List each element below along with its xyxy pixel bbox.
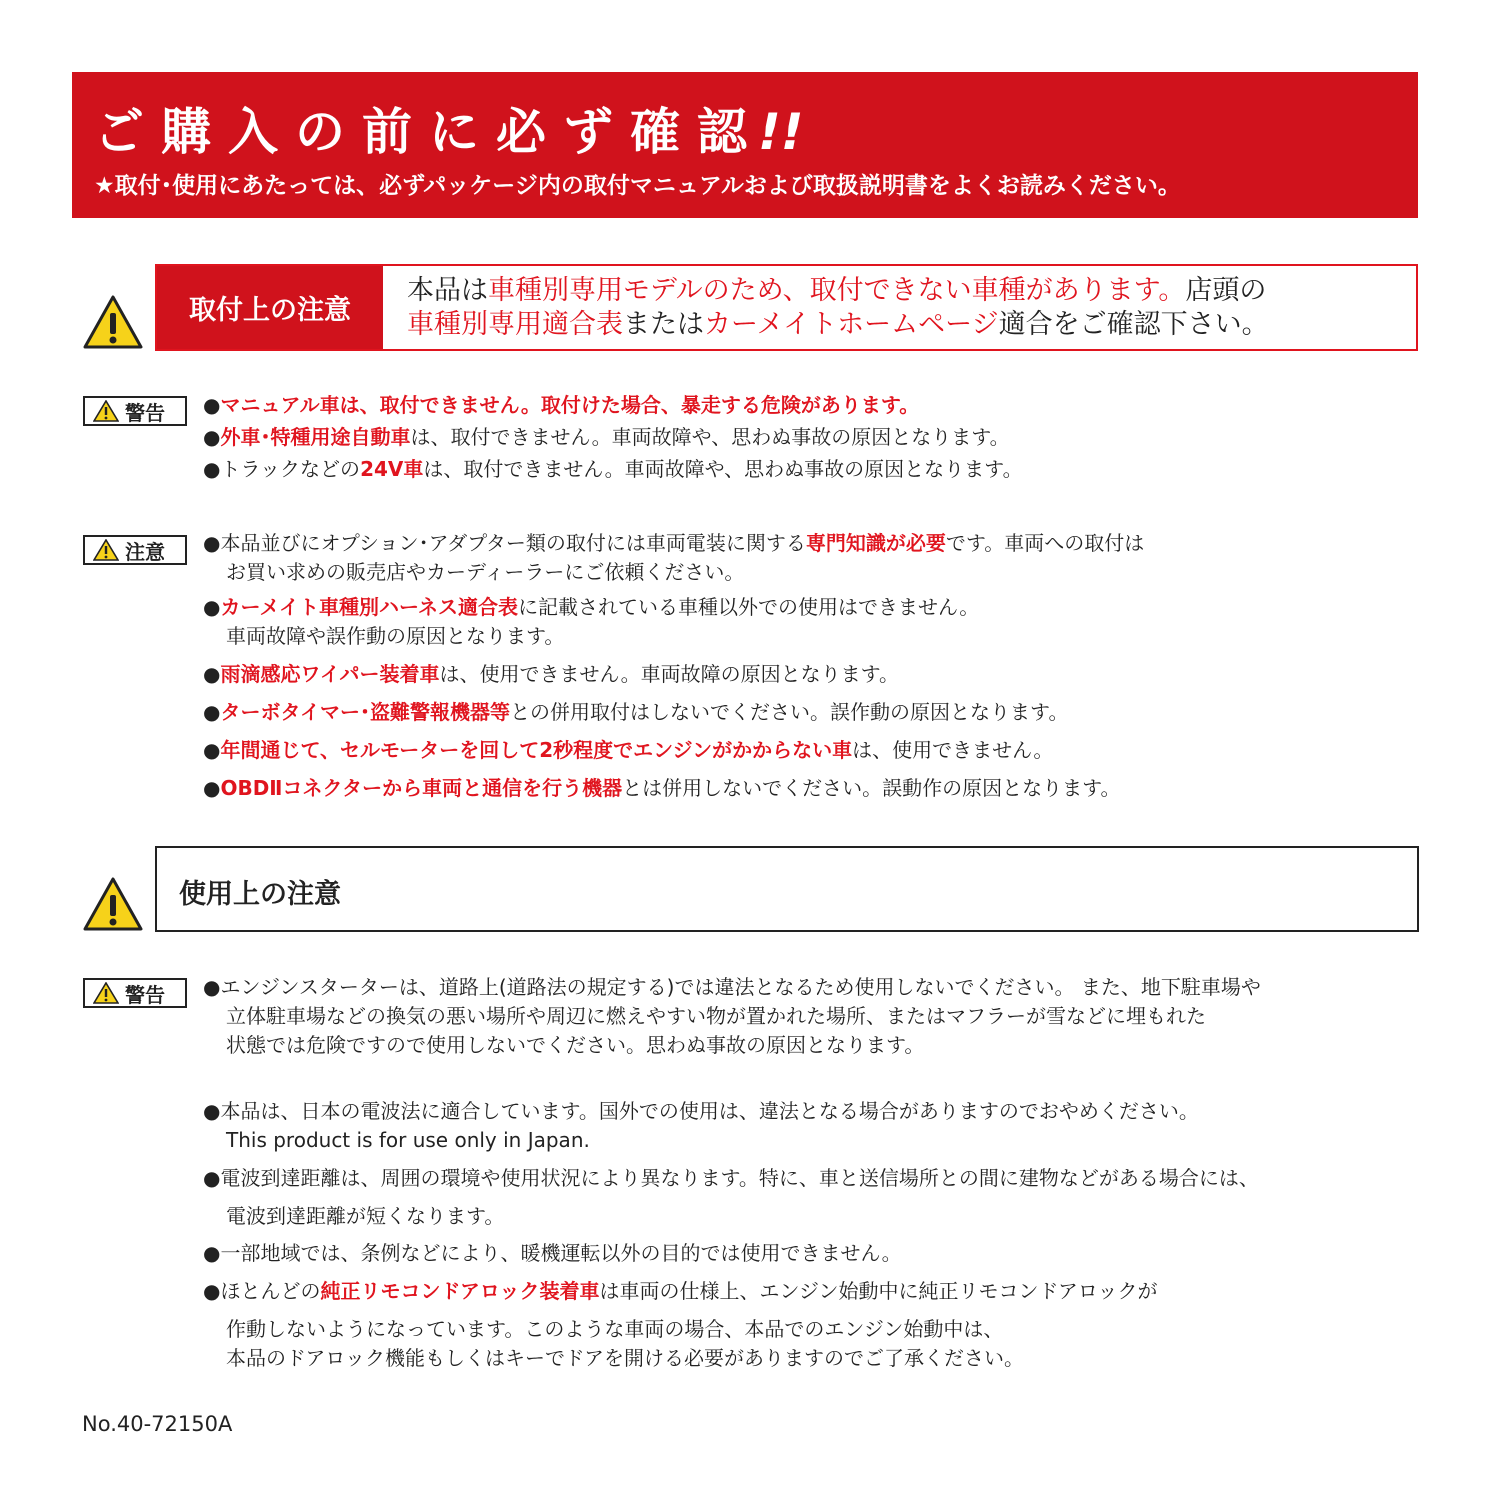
usage-item-1-line2: This product is for use only in Japan. — [226, 1128, 590, 1152]
install-warning-3-red: 24V車 — [360, 457, 424, 481]
bullet: ● — [203, 662, 221, 686]
usage-item-4-line2: 作動しないようになっています。このような車両の場合、本品でのエンジン始動中は、 — [226, 1317, 1004, 1341]
bullet: ● — [203, 1166, 221, 1190]
install-caution-2 — [203, 594, 979, 620]
install-notice-text — [407, 274, 1269, 342]
install-caution-6-red: OBDⅡコネクターから車両と通信を行う機器 — [220, 776, 623, 800]
install-text-1b: 車種別専用モデルのため、取付できない車種があります。 — [488, 275, 1186, 306]
banner-title-text: ご購入の前に必ず確認 — [94, 103, 764, 161]
warning-badge-label: 警告 — [125, 400, 165, 425]
install-caution-1-rest: です。車両への取付は — [945, 531, 1145, 555]
usage-item-1 — [203, 1098, 1199, 1124]
usage-warning-line3: 状態では危険ですので使用しないでください。思わぬ事故の原因となります。 — [226, 1033, 925, 1057]
product-code: No.40-72150A — [82, 1412, 233, 1436]
install-caution-6-rest: とは併用しないでください。誤動作の原因となります。 — [622, 776, 1121, 800]
usage-item-2 — [203, 1165, 1259, 1191]
install-caution-2-red: カーメイト車種別ハーネス適合表 — [220, 595, 519, 619]
banner-subtitle: ★取付･使用にあたっては、必ずパッケージ内の取付マニュアルおよび取扱説明書をよくお読みください。 — [94, 173, 1181, 199]
install-caution-5 — [203, 737, 1053, 763]
bullet: ● — [203, 425, 221, 449]
caution-small-icon — [93, 539, 119, 561]
install-caution-4-red: ターボタイマー･盗難警報機器等 — [220, 700, 511, 724]
usage-item-3 — [203, 1240, 902, 1266]
usage-warning-text1: エンジンスターターは、道路上(道路法の規定する)では違法となるため使用しないでください。 また、地下駐車場や — [220, 975, 1261, 999]
caution-badge-label: 注意 — [125, 539, 165, 564]
usage-item-2-text: 電波到達距離は、周囲の環境や使用状況により異なります。特に、車と送信場所との間に建物などがある場合には、 — [220, 1166, 1259, 1190]
install-warning-1-red: マニュアル車は、取付できません。取付けた場合、暴走する危険があります。 — [220, 393, 920, 417]
install-caution-1-line2: お買い求めの販売店やカーディーラーにご依頼ください。 — [226, 560, 745, 584]
warning-small-icon — [93, 982, 119, 1004]
install-warning-2-rest: は、取付できません。車両故障や、思わぬ事故の原因となります。 — [410, 425, 1010, 449]
usage-item-2-line2: 電波到達距離が短くなります。 — [226, 1204, 505, 1228]
warning-small-icon — [93, 400, 119, 422]
bullet: ● — [203, 700, 221, 724]
install-notice-box — [155, 264, 1418, 351]
install-text-1a: 本品は — [407, 275, 488, 306]
banner-title-mark: !! — [758, 103, 804, 161]
bullet: ● — [203, 975, 221, 999]
install-text-2a: 車種別専用適合表 — [407, 309, 623, 340]
install-caution-6 — [203, 775, 1120, 801]
warning-badge — [83, 396, 187, 426]
bullet: ● — [203, 531, 221, 555]
install-text-2b: または — [623, 309, 704, 340]
usage-item-4 — [203, 1278, 1157, 1304]
install-caution-1 — [203, 530, 1144, 556]
install-warning-3-rest: は、取付できません。車両故障や、思わぬ事故の原因となります。 — [423, 457, 1023, 481]
install-caution-5-red: 年間通じて、セルモーターを回して2秒程度でエンジンがかからない車 — [220, 738, 853, 762]
bullet: ● — [203, 1279, 221, 1303]
warning-triangle-icon — [82, 876, 144, 932]
bullet: ● — [203, 1241, 221, 1265]
warning-triangle-icon — [82, 294, 144, 350]
install-caution-5-rest: は、使用できません。 — [852, 738, 1054, 762]
top-banner — [72, 72, 1418, 218]
bullet: ● — [203, 457, 221, 481]
bullet: ● — [203, 595, 221, 619]
install-caution-1-red: 専門知識が必要 — [805, 531, 946, 555]
install-warning-1 — [203, 392, 919, 418]
usage-warning-line1 — [203, 974, 1261, 1000]
install-text-2c: カーメイトホームページ — [704, 309, 999, 340]
install-notice-label: 取付上の注意 — [157, 266, 383, 349]
caution-badge — [83, 535, 187, 565]
install-caution-3-red: 雨滴感応ワイパー装着車 — [220, 662, 440, 686]
bullet: ● — [203, 738, 221, 762]
install-caution-2-rest: に記載されている車種以外での使用はできません。 — [518, 595, 980, 619]
install-caution-2-line2: 車両故障や誤作動の原因となります。 — [226, 624, 565, 648]
install-caution-4-rest: との併用取付はしないでください。誤作動の原因となります。 — [510, 700, 1069, 724]
banner-title — [94, 92, 804, 164]
warning-badge-label: 警告 — [125, 982, 165, 1007]
usage-item-4-line3: 本品のドアロック機能もしくはキーでドアを開ける必要がありますのでご了承ください。 — [226, 1346, 1024, 1370]
install-caution-4 — [203, 699, 1068, 725]
usage-notice-box — [155, 846, 1419, 932]
install-caution-1-pre: 本品並びにオプション･アダプター類の取付には車両電装に関する — [220, 531, 806, 555]
bullet: ● — [203, 1099, 221, 1123]
usage-item-4-pre: ほとんどの — [220, 1279, 321, 1303]
install-warning-2 — [203, 424, 1010, 450]
warning-badge — [83, 978, 187, 1008]
install-text-2d: 適合をご確認下さい。 — [998, 309, 1269, 340]
usage-item-4-red: 純正リモコンドアロック装着車 — [320, 1279, 600, 1303]
usage-item-4-rest: は車両の仕様上、エンジン始動中に純正リモコンドアロックが — [599, 1279, 1158, 1303]
bullet: ● — [203, 393, 221, 417]
usage-notice-label: 使用上の注意 — [179, 879, 341, 910]
install-warning-3 — [203, 456, 1023, 482]
bullet: ● — [203, 776, 221, 800]
install-warning-2-red: 外車･特種用途自動車 — [220, 425, 411, 449]
usage-item-1-text: 本品は、日本の電波法に適合しています。国外での使用は、違法となる場合がありますのでおやめください。 — [220, 1099, 1199, 1123]
usage-warning-line2: 立体駐車場などの換気の悪い場所や周辺に燃えやすい物が置かれた場所、またはマフラーが雪などに埋もれた — [226, 1004, 1206, 1028]
install-text-1c: 店頭の — [1185, 275, 1267, 306]
usage-item-3-text: 一部地域では、条例などにより、暖機運転以外の目的では使用できません。 — [220, 1241, 902, 1265]
install-warning-3-pre: トラックなどの — [220, 457, 361, 481]
install-caution-3 — [203, 661, 899, 687]
install-caution-3-rest: は、使用できません。車両故障の原因となります。 — [439, 662, 900, 686]
